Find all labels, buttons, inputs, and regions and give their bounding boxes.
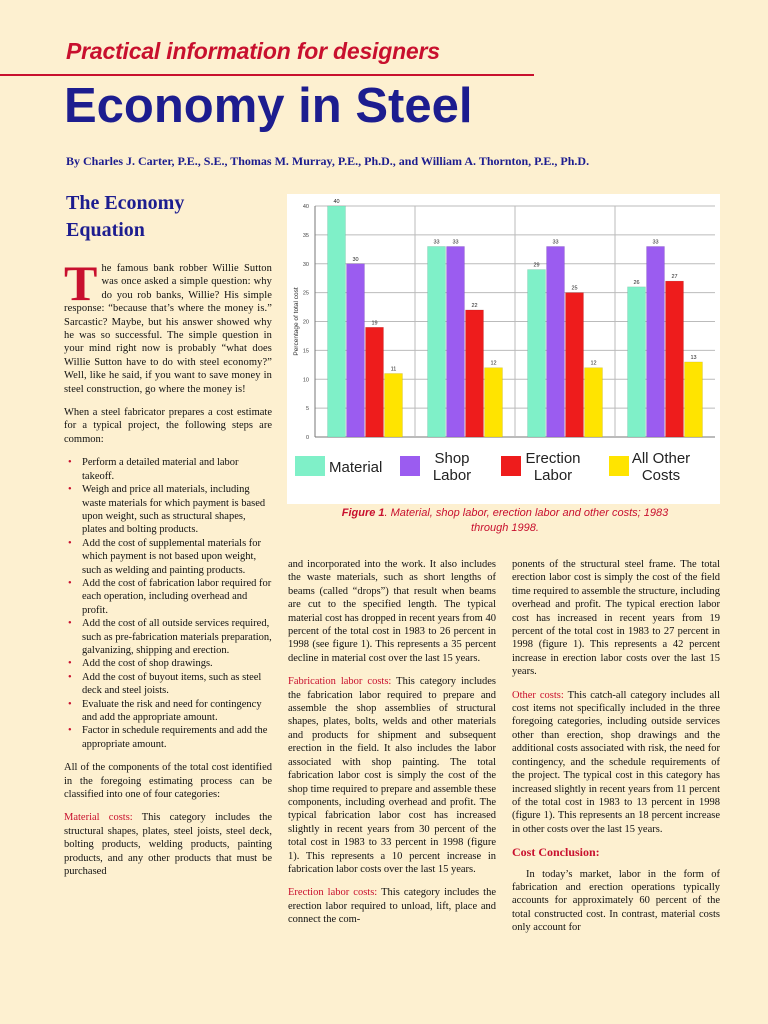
list-item: • Perform a detailed material and labor takeoff. xyxy=(76,456,272,483)
bar xyxy=(347,264,365,437)
y-tick-label: 20 xyxy=(302,319,309,326)
page-title: Economy in Steel xyxy=(64,79,473,133)
material-costs-text: This category includes the structural shapes, plates, steel joists, steel deck, bolting products, welding products, painting products, and any other products that must be purchased xyxy=(64,812,272,878)
bar xyxy=(466,310,484,437)
bar xyxy=(366,327,384,437)
y-tick-label: 5 xyxy=(305,406,309,413)
section-heading: The Economy Equation xyxy=(66,192,185,241)
data-label: 33 xyxy=(652,239,659,246)
data-label: 19 xyxy=(371,320,378,327)
bar xyxy=(647,246,665,437)
bar xyxy=(685,362,703,437)
data-label: 22 xyxy=(471,302,478,309)
fabrication-labor-paragraph xyxy=(288,675,496,876)
data-label: 25 xyxy=(571,285,578,292)
data-label: 29 xyxy=(533,262,540,269)
material-costs-continued: and incorporated into the work. It also includes the waste materials, such as short lengths of beams (called “drops”) that result when beams are cut to the specified length. The typical material cost has dropped in recent years from 40 percent of the total cost in 1983 to 26 percent in 1998 (see figure 1). This represents a 35 percent decline in material cost over the last 15 years. xyxy=(288,559,496,664)
bar xyxy=(585,368,603,437)
figure-caption xyxy=(340,506,670,536)
material-costs-paragraph xyxy=(64,811,272,878)
data-label: 26 xyxy=(633,279,640,286)
kicker: Practical information for designers xyxy=(66,38,440,64)
list-item: • Evaluate the risk and need for contingency and add the appropriate amount. xyxy=(76,698,272,725)
bar xyxy=(385,373,403,437)
fabrication-labor-text: This category includes the fabrication labor required to prepare and assemble the shop assemblies of structural shapes, plates, bolts, welds and other materials and products for shipment and subsequent erection in the field. It also includes the labor associated with shop painting. The total fabrication labor cost is simply the cost of the shop time required to prepare and assemble these components, including overhead and profit. The typical fabrication labor cost has increased slightly in recent years from 30 percent of the total cost in 1983 to 33 percent in 1998 (figure 1). This represents a 10 percent increase in fabrication labor costs over the last 15 years. xyxy=(288,676,496,875)
fabrication-labor-label: Fabrication labor costs: xyxy=(288,676,392,688)
y-tick-label: 30 xyxy=(302,261,309,268)
data-label: 33 xyxy=(552,239,559,246)
other-costs-text: This catch-all category includes all cost items not specifically included in the three foregoing categories, including outside services other than erection, shop drawings and the additional costs associated with risk, the need for contingency, and the schedule requirements of the project. The typical cost in this category has increased slightly in recent years from 11 percent of the total cost in 1983 to 13 percent in 1998 (figure 1). This represents an 18 percent increase in other costs over the last 15 years. xyxy=(512,689,720,835)
list-item: • Add the cost of all outside services required, such as pre-fabrication materials preparation, galvanizing, shipping and erection. xyxy=(76,617,272,657)
figure-caption-text: . Material, shop labor, erection labor and other costs; 1983 through 1998. xyxy=(384,507,669,534)
erection-labor-label: Erection labor costs: xyxy=(288,887,378,899)
list-item: • Add the cost of supplemental materials for which payment is not based upon weight, such as welding and painting products. xyxy=(76,537,272,577)
data-label: 33 xyxy=(452,239,459,246)
figure-label: Figure 1 xyxy=(341,507,385,519)
cost-conclusion-paragraph: In today’s market, labor in the form of fabrication and erection operations typically accounts for approximately 60 percent of the total constructed cost. In contrast, material costs only account for xyxy=(512,868,720,934)
byline: By Charles J. Carter, P.E., S.E., Thomas M. Murray, P.E., Ph.D., and William A. Thornton, P.E., Ph.D. xyxy=(66,154,590,168)
bar xyxy=(428,246,446,437)
bar xyxy=(328,206,346,437)
cost-conclusion-heading: Cost Conclusion: xyxy=(512,845,600,860)
data-label: 27 xyxy=(671,274,678,281)
y-tick-label: 15 xyxy=(302,348,309,355)
data-label: 40 xyxy=(333,199,340,205)
legend-label: Erection Labor xyxy=(525,450,581,484)
data-label: 33 xyxy=(433,239,440,246)
estimate-steps-list xyxy=(64,456,272,751)
data-label: 12 xyxy=(590,360,597,367)
categories-intro-paragraph: All of the components of the total cost identified in the foregoing estimating process can be classified into one of four categories: xyxy=(64,762,272,801)
bar xyxy=(547,246,565,437)
legend-label: Shop Labor xyxy=(432,450,472,484)
other-costs-paragraph xyxy=(512,689,720,836)
bar xyxy=(485,368,503,437)
material-costs-label: Material costs: xyxy=(64,812,133,824)
list-item: • Weigh and price all materials, including waste materials for which payment is based upon weight, such as structural shapes, plates and bolting products. xyxy=(76,483,272,537)
legend-swatch xyxy=(501,456,521,476)
erection-labor-paragraph xyxy=(288,886,496,926)
legend-label: Material xyxy=(329,459,383,476)
y-tick-label: 10 xyxy=(302,377,309,384)
drop-cap: T xyxy=(64,255,98,311)
bar xyxy=(528,270,546,437)
y-tick-label: 35 xyxy=(302,232,309,239)
column-1 xyxy=(64,255,272,888)
bar xyxy=(566,293,584,437)
y-tick-label: 0 xyxy=(305,435,309,441)
estimate-intro-paragraph: When a steel fabricator prepares a cost estimate for a typical project, the following steps are common: xyxy=(64,407,272,445)
legend-swatch xyxy=(400,456,420,476)
data-label: 11 xyxy=(390,366,397,373)
legend-label: All Other Costs xyxy=(631,450,691,484)
legend-swatch xyxy=(295,456,325,476)
column-2 xyxy=(288,558,496,937)
data-label: 13 xyxy=(690,354,697,361)
list-item: • Add the cost of fabrication labor required for each operation, including overhead and profit. xyxy=(76,577,272,617)
column-3 xyxy=(512,558,720,945)
erection-labor-text: This category includes the erection labor required to unload, lift, place and connect the com- xyxy=(288,887,496,926)
intro-paragraph xyxy=(64,255,272,396)
list-item: • Add the cost of shop drawings. xyxy=(76,657,272,670)
data-label: 12 xyxy=(490,360,497,367)
data-label: 30 xyxy=(352,256,359,263)
bar xyxy=(666,281,684,437)
y-tick-label: 40 xyxy=(302,204,309,210)
kicker-rule xyxy=(0,74,534,76)
y-tick-label: 25 xyxy=(302,290,309,297)
other-costs-label: Other costs: xyxy=(512,689,564,701)
bar-chart xyxy=(287,194,720,504)
bar xyxy=(628,287,646,437)
list-item: • Add the cost of buyout items, such as steel deck and steel joists. xyxy=(76,671,272,698)
legend-swatch xyxy=(609,456,629,476)
intro-text: he famous bank robber Willie Sutton was once asked a simple question: why do you rob banks, Willie? His simple response: “because that’s where the money is.” Sarcastic? Maybe, but his answer showed why he was so successful. The simple question in your mind right now is probably “what does Willie Sutton have to do with steel economy?” Well, like he said, if you want to save money in steel construction, go where the money is! xyxy=(64,263,272,395)
bar xyxy=(447,246,465,437)
erection-labor-continued: ponents of the structural steel frame. The total erection labor cost is simply the cost of the field time required to assemble the structure, including overhead and profit. The typical erection labor cost has increased in recent years from 19 percent of the total cost in 1983 to 27 percent in 1998 (figure 1). This represents a 42 percent increase in erection labor costs over the last 15 years. xyxy=(512,559,720,678)
figure-1-chart xyxy=(287,194,720,504)
list-item: • Factor in schedule requirements and add the appropriate amount. xyxy=(76,724,272,751)
y-axis-label: Percentage of total cost xyxy=(293,287,300,356)
